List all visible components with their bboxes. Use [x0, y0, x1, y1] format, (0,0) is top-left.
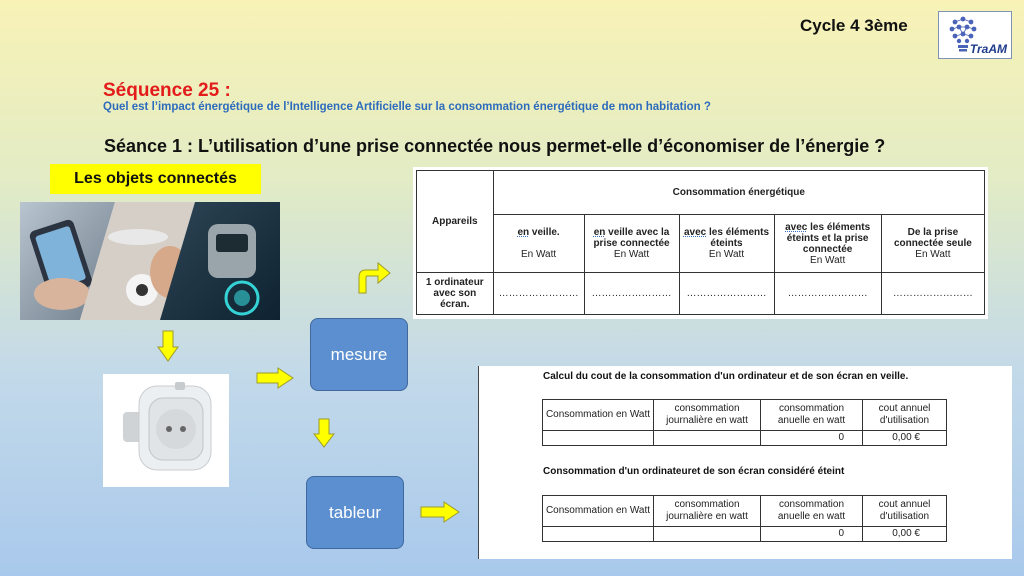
cell-placeholder: …………………… [493, 273, 584, 315]
cell-cout-value[interactable]: 0,00 € [863, 527, 947, 542]
th-anuelle: consommation anuelle en watt [761, 400, 863, 431]
th-consommation-watt: Consommation en Watt [543, 400, 654, 431]
cell[interactable] [654, 431, 761, 446]
th-anuelle: consommation anuelle en watt [761, 496, 863, 527]
cell-placeholder: …………………… [774, 273, 881, 315]
arrow-down-icon-2 [313, 418, 335, 448]
cell[interactable] [543, 431, 654, 446]
connected-objects-photo [20, 202, 280, 320]
cell-placeholder: …………………… [881, 273, 984, 315]
th-cout: cout annuel d'utilisation [863, 496, 947, 527]
tableur-box: tableur [306, 476, 404, 549]
th-journaliere: consommation journalière en watt [654, 400, 761, 431]
cell-placeholder: …………………… [584, 273, 679, 315]
col-eteints: avec les éléments éteints En Watt [679, 215, 774, 273]
sequence-title: Séquence 25 : [103, 80, 231, 101]
th-consommation-watt: Consommation en Watt [543, 496, 654, 527]
cycle-label: Cycle 4 3ème [800, 16, 908, 35]
cost-table-veille [542, 399, 947, 446]
logo-text: TraAM [969, 42, 1007, 56]
col-appareils: Appareils [417, 171, 494, 273]
arrow-right-icon [256, 367, 294, 389]
th-cout: cout annuel d'utilisation [863, 400, 947, 431]
cell-placeholder: …………………… [679, 273, 774, 315]
caption-eteint: Consommation d'un ordinateuret de son écran considéré éteint [543, 466, 845, 477]
header-group: Consommation énergétique [493, 171, 984, 215]
mesure-box: mesure [310, 318, 408, 391]
caption-veille: Calcul du cout de la consommation d'un ordinateur et de son écran en veille. [543, 371, 909, 382]
traam-logo [938, 11, 1012, 59]
cell[interactable] [654, 527, 761, 542]
col-prise-seule: De la prise connectée seule En Watt [881, 215, 984, 273]
arrow-right-icon-2 [420, 501, 460, 523]
th-journaliere: consommation journalière en watt [654, 496, 761, 527]
energy-consumption-table [413, 167, 988, 319]
col-veille-prise: en veille avec la prise connectée En Watt [584, 215, 679, 273]
row-label: 1 ordinateur avec son écran. [417, 273, 494, 315]
col-veille: en veille. En Watt [493, 215, 584, 273]
arrow-up-right-icon [356, 260, 392, 294]
cell-cout-value[interactable]: 0,00 € [863, 431, 947, 446]
arrow-down-icon [157, 330, 179, 362]
seance-title: Séance 1 : L’utilisation d’une prise connectée nous permet-elle d’économiser de l’énergie ? [104, 136, 886, 156]
smart-plug-photo [103, 374, 229, 487]
cell-anuelle-value[interactable]: 0 [761, 431, 863, 446]
connected-objects-label: Les objets connectés [50, 164, 261, 194]
col-eteints-prise: avec les éléments éteints et la prise connectée En Watt [774, 215, 881, 273]
spreadsheet-panel [478, 366, 1012, 559]
cell-anuelle-value[interactable]: 0 [761, 527, 863, 542]
cost-table-eteint [542, 495, 947, 542]
sequence-question: Quel est l’impact énergétique de l’Intelligence Artificielle sur la consommation énergétique de mon habitation ? [103, 101, 711, 113]
cell[interactable] [543, 527, 654, 542]
